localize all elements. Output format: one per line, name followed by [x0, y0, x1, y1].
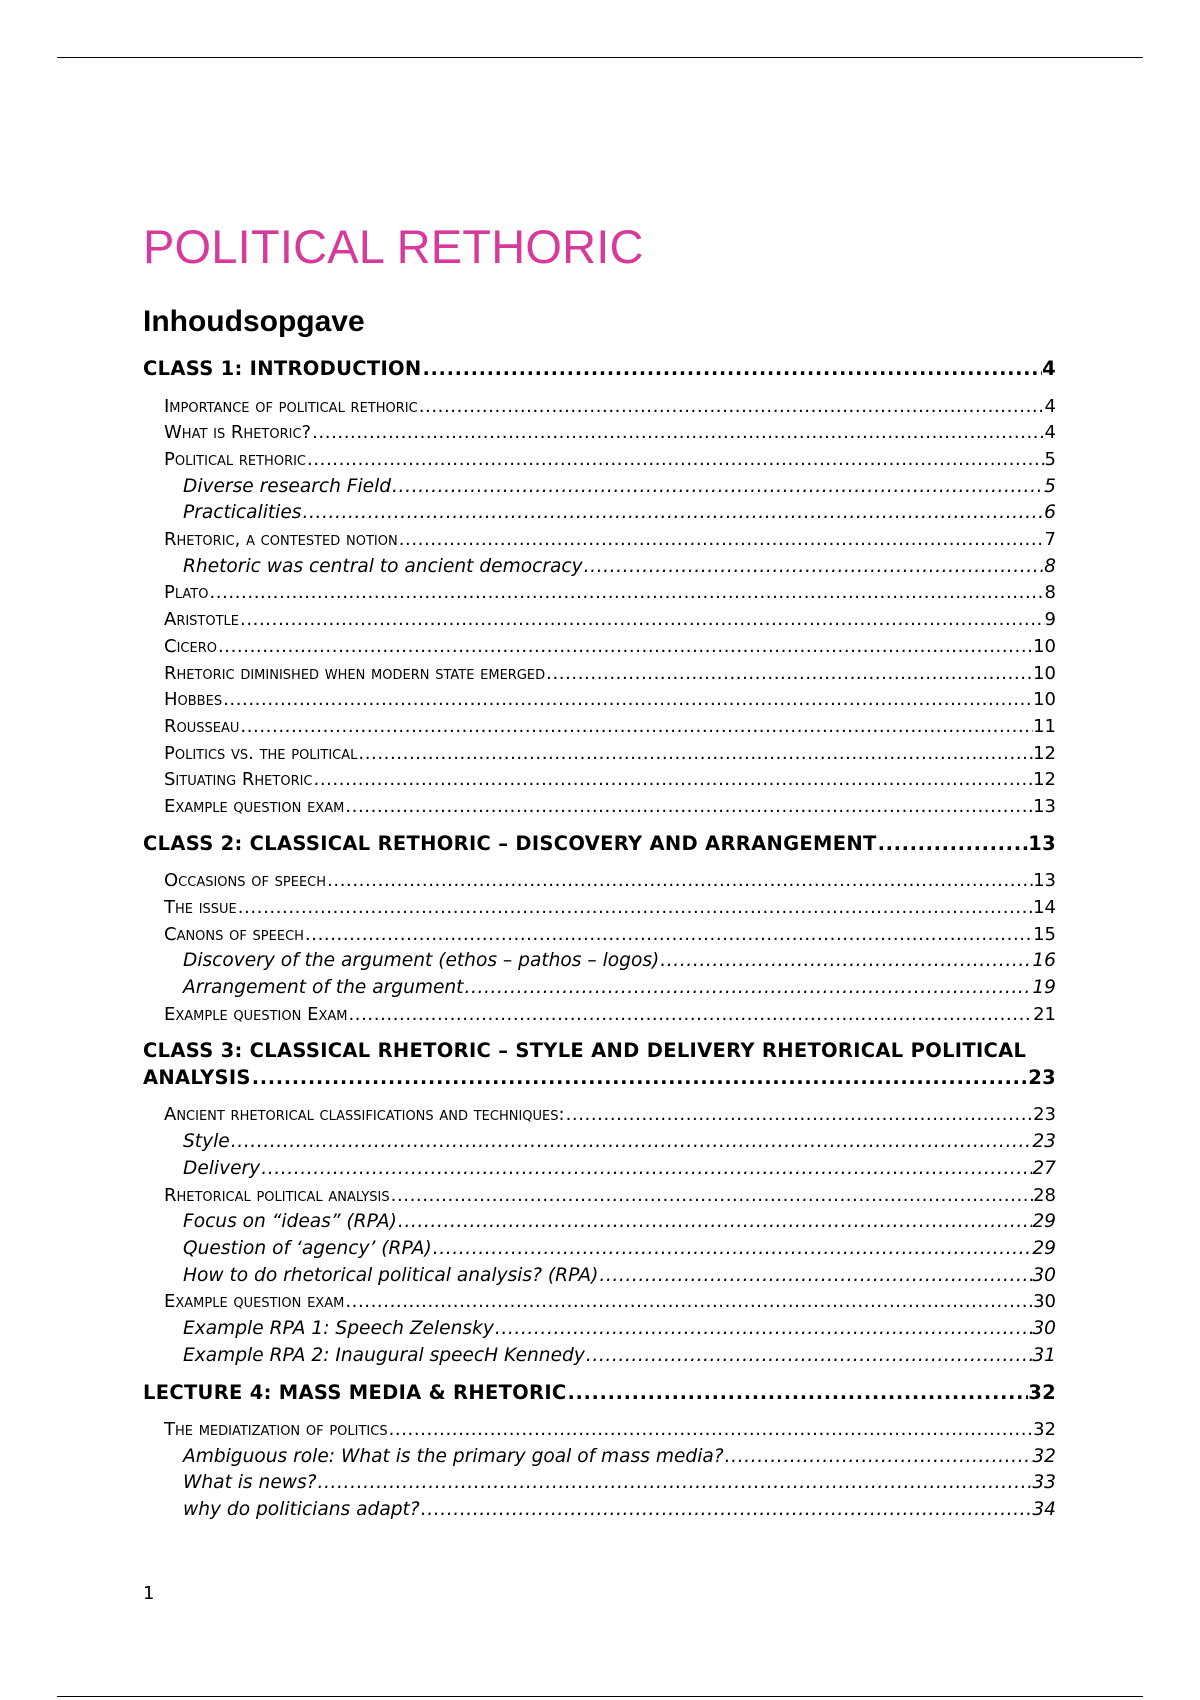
toc-entry-label: Focus on “ideas” (RPA) — [183, 1211, 397, 1233]
footer-rule — [57, 1696, 1143, 1697]
toc-page-number: 9 — [1044, 609, 1056, 631]
toc-subentry[interactable] — [143, 1444, 1056, 1471]
toc-page-number: 12 — [1033, 769, 1056, 791]
toc-page-number: 4 — [1044, 422, 1056, 444]
toc-entry-label: Question of ‘agency’ (RPA) — [183, 1237, 432, 1259]
toc-page-number: 34 — [1032, 1499, 1056, 1521]
toc-page-number: 28 — [1033, 1184, 1056, 1206]
toc-subentry[interactable] — [143, 1263, 1056, 1290]
toc-entry-label: Example question exam — [164, 796, 345, 818]
dot-leader — [326, 868, 1033, 895]
dot-leader — [239, 714, 1033, 741]
dot-leader — [659, 948, 1032, 975]
toc-page-number: 10 — [1033, 689, 1056, 711]
toc-entry-label: Rhetoric, a contested notion — [164, 529, 398, 551]
toc-entry-label: Example RPA 1: Speech Zelensky — [183, 1318, 494, 1340]
toc-page-number: 13 — [1033, 796, 1056, 818]
toc-subentry[interactable] — [143, 500, 1056, 527]
header-rule — [57, 57, 1143, 58]
document-title: POLITICAL RETHORIC — [143, 220, 644, 273]
dot-leader — [317, 1470, 1033, 1497]
toc-entry[interactable] — [143, 447, 1056, 474]
dot-leader — [583, 554, 1045, 581]
toc-entry-label: Rhetorical political analysis — [164, 1184, 390, 1206]
toc-subentry[interactable] — [143, 1470, 1056, 1497]
dot-leader — [208, 580, 1044, 607]
dot-leader — [567, 1380, 1029, 1407]
toc-entry-label-line-1: CLASS 3: CLASSICAL RHETORIC – STYLE AND DELIVERY RHETORICAL POLITICAL — [143, 1039, 1027, 1063]
dot-leader — [418, 394, 1045, 421]
toc-subentry[interactable] — [143, 1316, 1056, 1343]
toc-subentry[interactable] — [143, 1129, 1056, 1156]
toc-entry-label: Aristotle — [164, 609, 240, 631]
toc-page-number: 10 — [1033, 635, 1056, 657]
toc-page-number: 32 — [1032, 1445, 1056, 1467]
toc-entry-label: Ambiguous role: What is the primary goal of mass media? — [183, 1445, 724, 1467]
toc-page-number: 8 — [1044, 555, 1056, 577]
toc-entry-label: Example RPA 2: Inaugural speecH Kennedy — [183, 1344, 585, 1366]
toc-page-number: 33 — [1032, 1472, 1056, 1494]
toc-page-number: 13 — [1033, 870, 1056, 892]
dot-leader — [306, 447, 1045, 474]
toc-page-number: 19 — [1032, 977, 1056, 999]
toc-entry[interactable] — [143, 794, 1056, 821]
toc-page-number: 15 — [1033, 923, 1056, 945]
toc-entry-label: The issue — [164, 896, 237, 918]
toc-entry[interactable] — [143, 420, 1056, 447]
toc-entry-label: Rhetoric was central to ancient democracy — [183, 555, 583, 577]
toc-entry[interactable] — [143, 661, 1056, 688]
toc-lecture-4[interactable] — [143, 1380, 1056, 1407]
toc-page-number: 4 — [1042, 357, 1056, 380]
toc-page-number: 16 — [1032, 950, 1056, 972]
toc-heading: Inhoudsopgave — [143, 305, 365, 338]
toc-page-number: 32 — [1028, 1380, 1056, 1404]
table-of-contents — [143, 356, 1056, 1524]
dot-leader — [390, 1183, 1033, 1210]
toc-page-number: 23 — [1033, 1104, 1056, 1126]
toc-page-number: 5 — [1044, 475, 1056, 497]
toc-subentry[interactable] — [143, 1236, 1056, 1263]
toc-entry-label: Practicalities — [183, 502, 302, 524]
toc-entry-label: How to do rhetorical political analysis? (RPA) — [183, 1264, 599, 1286]
dot-leader — [260, 1156, 1032, 1183]
toc-entry[interactable] — [143, 1002, 1056, 1029]
toc-entry-label: why do politicians adapt? — [183, 1499, 420, 1521]
toc-subentry[interactable] — [143, 1156, 1056, 1183]
dot-leader — [217, 634, 1033, 661]
toc-entry-line-2 — [143, 1065, 1056, 1092]
toc-entry-label: LECTURE 4: MASS MEDIA & RHETORIC — [143, 1380, 567, 1404]
toc-entry-label: Diverse research Field — [183, 475, 392, 497]
toc-entry-label: Plato — [164, 582, 209, 604]
toc-page-number: 27 — [1032, 1157, 1056, 1179]
toc-page-number: 32 — [1033, 1419, 1056, 1440]
toc-entry-label: Arrangement of the argument — [183, 977, 464, 999]
toc-page-number: 30 — [1032, 1264, 1056, 1286]
toc-entry[interactable] — [143, 687, 1056, 714]
dot-leader — [230, 1129, 1033, 1156]
toc-class-2[interactable] — [143, 831, 1056, 858]
dot-leader — [239, 607, 1045, 634]
dot-leader — [463, 975, 1032, 1002]
dot-leader — [877, 831, 1029, 858]
toc-entry-label: The mediatization of politics — [164, 1419, 388, 1440]
toc-page-number: 29 — [1032, 1211, 1056, 1233]
toc-entry-label: Example question Exam — [164, 1003, 348, 1025]
toc-subentry[interactable] — [143, 975, 1056, 1002]
toc-page-number: 14 — [1033, 896, 1056, 918]
dot-leader — [397, 1209, 1032, 1236]
dot-leader — [422, 356, 1043, 383]
toc-entry[interactable] — [143, 767, 1056, 794]
toc-entry[interactable] — [143, 580, 1056, 607]
toc-entry-label: CLASS 2: CLASSICAL RETHORIC – DISCOVERY AND ARRANGEMENT — [143, 831, 877, 855]
dot-leader — [222, 687, 1033, 714]
toc-entry-label: Occasions of speech — [164, 870, 327, 892]
toc-page-number: 13 — [1028, 831, 1056, 855]
toc-entry-label: Ancient rhetorical classifications and techniques: — [164, 1104, 565, 1126]
dot-leader — [565, 1102, 1034, 1129]
dot-leader — [347, 1002, 1033, 1029]
toc-page-number: 30 — [1033, 1291, 1056, 1313]
toc-entry[interactable] — [143, 527, 1056, 554]
toc-entry[interactable] — [143, 868, 1056, 895]
toc-subentry[interactable] — [143, 1343, 1056, 1370]
toc-entry[interactable] — [143, 1102, 1056, 1129]
toc-entry-label: Political rethoric — [164, 448, 307, 470]
toc-page-number: 23 — [1032, 1131, 1056, 1153]
toc-subentry[interactable] — [143, 474, 1056, 501]
toc-entry-label: Style — [183, 1131, 230, 1153]
toc-entry[interactable] — [143, 1183, 1056, 1210]
toc-entry-label: Canons of speech — [164, 923, 304, 945]
toc-subentry[interactable] — [143, 1497, 1056, 1524]
toc-page-number: 30 — [1032, 1318, 1056, 1340]
dot-leader — [313, 767, 1034, 794]
toc-page-number: 10 — [1033, 662, 1056, 684]
toc-entry-label: Example question exam — [164, 1291, 345, 1313]
dot-leader — [398, 527, 1045, 554]
toc-entry-label: What is news? — [183, 1472, 317, 1494]
toc-page-number: 23 — [1028, 1065, 1056, 1089]
toc-entry-label: What is Rhetoric? — [164, 422, 312, 444]
toc-entry-label: Delivery — [183, 1157, 261, 1179]
dot-leader — [391, 474, 1044, 501]
toc-entry[interactable] — [143, 741, 1056, 768]
dot-leader — [585, 1343, 1032, 1370]
toc-page-number: 8 — [1044, 582, 1056, 604]
dot-leader — [344, 1289, 1033, 1316]
dot-leader — [311, 420, 1044, 447]
toc-entry-label: Hobbes — [164, 689, 223, 711]
dot-leader — [344, 794, 1033, 821]
toc-page-number: 29 — [1032, 1237, 1056, 1259]
toc-entry-label: Politics vs. the political — [164, 742, 358, 764]
dot-leader — [420, 1497, 1033, 1524]
toc-entry-label: Importance of political rethoric — [164, 395, 418, 417]
dot-leader — [301, 500, 1044, 527]
toc-page-number: 4 — [1044, 395, 1056, 417]
toc-entry[interactable] — [143, 1289, 1056, 1316]
dot-leader — [432, 1236, 1033, 1263]
page-number: 1 — [143, 1583, 155, 1604]
toc-subentry[interactable] — [143, 554, 1056, 581]
dot-leader — [598, 1263, 1032, 1290]
toc-page-number: 31 — [1032, 1344, 1056, 1366]
dot-leader — [357, 741, 1033, 768]
toc-entry-label: Rousseau — [164, 715, 240, 737]
toc-page-number: 5 — [1044, 448, 1056, 470]
toc-subentry[interactable] — [143, 948, 1056, 975]
dot-leader — [304, 922, 1033, 949]
toc-subentry[interactable] — [143, 1209, 1056, 1236]
toc-entry-label-line-2: ANALYSIS — [143, 1065, 251, 1089]
toc-page-number: 11 — [1033, 715, 1056, 737]
dot-leader — [545, 661, 1033, 688]
toc-entry-label: Rhetoric diminished when modern state emerged — [164, 662, 546, 684]
toc-entry[interactable] — [143, 895, 1056, 922]
toc-entry[interactable] — [143, 607, 1056, 634]
toc-page-number: 6 — [1044, 502, 1056, 524]
toc-class-1[interactable] — [143, 356, 1056, 383]
dot-leader — [237, 895, 1033, 922]
toc-class-3[interactable] — [143, 1038, 1056, 1091]
dot-leader — [251, 1065, 1028, 1092]
toc-page-number: 7 — [1044, 529, 1056, 551]
toc-page-number: 12 — [1033, 742, 1056, 764]
dot-leader — [388, 1417, 1034, 1444]
toc-entry[interactable] — [143, 1417, 1056, 1444]
dot-leader — [494, 1316, 1032, 1343]
toc-entry[interactable] — [143, 714, 1056, 741]
toc-entry[interactable] — [143, 634, 1056, 661]
toc-entry[interactable] — [143, 922, 1056, 949]
toc-entry-label: Situating Rhetoric — [164, 769, 313, 791]
toc-entry-label: Cicero — [164, 635, 217, 657]
toc-entry-label: Discovery of the argument (ethos – pathos – logos) — [183, 950, 660, 972]
toc-entry-label: CLASS 1: INTRODUCTION — [143, 357, 422, 380]
toc-page-number: 21 — [1033, 1003, 1056, 1025]
toc-entry[interactable] — [143, 394, 1056, 421]
dot-leader — [724, 1444, 1033, 1471]
